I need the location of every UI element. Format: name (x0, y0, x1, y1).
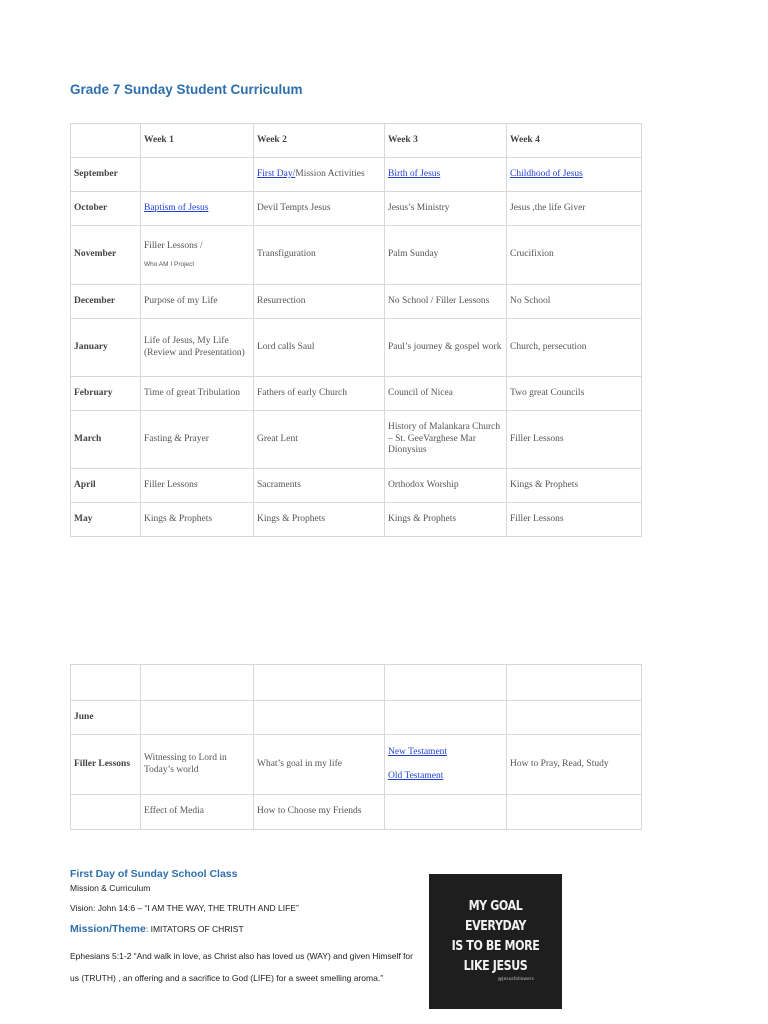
mission-text: IMITATORS OF CHRIST (150, 924, 244, 934)
lesson-cell: Two great Councils (507, 377, 642, 411)
lesson-cell: Crucifixion (507, 226, 642, 285)
table-row-june (71, 701, 642, 735)
lesson-cell: How to Pray, Read, Study (507, 735, 642, 795)
month-cell: December (71, 285, 141, 319)
birth-of-jesus-link[interactable]: Birth of Jesus (388, 168, 441, 179)
month-cell: October (71, 192, 141, 226)
empty-cell (385, 665, 507, 701)
table-row-empty (71, 665, 642, 701)
lesson-cell: Jesus ,the life Giver (507, 192, 642, 226)
table-row-january (71, 319, 642, 377)
lesson-cell: Time of great Tribulation (141, 377, 254, 411)
header-week-3: Week 3 (385, 124, 507, 158)
lesson-cell: Palm Sunday (385, 226, 507, 285)
first-day-section (70, 868, 430, 989)
poster-line: LIKE JESUS (463, 958, 528, 974)
month-cell: September (71, 158, 141, 192)
table-row-november (71, 226, 642, 285)
header-week-2: Week 2 (254, 124, 385, 158)
mission-line (70, 923, 430, 935)
empty-cell (385, 701, 507, 735)
lesson-cell: History of Malankara Church – St. GeeVarghese Mar Dionysius (385, 411, 507, 469)
month-cell: February (71, 377, 141, 411)
lesson-cell: Resurrection (254, 285, 385, 319)
lesson-cell: Church, persecution (507, 319, 642, 377)
lesson-cell: What’s goal in my life (254, 735, 385, 795)
lesson-cell: No School (507, 285, 642, 319)
table-row-october (71, 192, 642, 226)
month-cell: April (71, 469, 141, 503)
row-label-cell: Filler Lessons (71, 735, 141, 795)
empty-cell (507, 701, 642, 735)
lesson-cell: Paul’s journey & gospel work (385, 319, 507, 377)
lesson-cell: Orthodox Worship (385, 469, 507, 503)
mission-colon: : (145, 924, 149, 934)
section-subheading: Mission & Curriculum (70, 883, 151, 893)
ephesians-text: Ephesians 5:1-2 “And walk in love, as Christ also has loved us (WAY) and given Himself for us (TRUTH) , an offering and a sacrifice to God (LIFE) for a sweet smelling aroma.” (70, 951, 413, 983)
lesson-cell: Witnessing to Lord in Today’s world (141, 735, 254, 795)
month-cell: January (71, 319, 141, 377)
lesson-cell: Council of Nicea (385, 377, 507, 411)
poster-handle: @Jesusfollowers (497, 977, 534, 982)
lesson-subtext: Who AM I Project (144, 261, 195, 269)
curriculum-table (70, 123, 642, 537)
lesson-cell (507, 795, 642, 830)
lesson-cell (507, 158, 642, 192)
lesson-cell: Kings & Prophets (254, 503, 385, 537)
month-cell: June (71, 701, 141, 735)
lesson-text: Filler Lessons / (144, 240, 203, 251)
table-row-february (71, 377, 642, 411)
lesson-cell: Sacraments (254, 469, 385, 503)
empty-cell (254, 665, 385, 701)
lesson-cell (141, 192, 254, 226)
lesson-cell: No School / Filler Lessons (385, 285, 507, 319)
lesson-cell: Devil Tempts Jesus (254, 192, 385, 226)
poster-line: MY GOAL (468, 898, 523, 914)
summer-table (70, 664, 642, 830)
lesson-cell: Filler Lessons (507, 503, 642, 537)
my-goal-poster-image (429, 874, 562, 1009)
table-row-filler-lessons (71, 735, 642, 795)
empty-cell (141, 701, 254, 735)
lesson-cell: Kings & Prophets (507, 469, 642, 503)
lesson-cell (385, 795, 507, 830)
lesson-cell: Filler Lessons (507, 411, 642, 469)
lesson-cell: How to Choose my Friends (254, 795, 385, 830)
lesson-cell: Kings & Prophets (141, 503, 254, 537)
table-row-april (71, 469, 642, 503)
new-testament-link[interactable]: New Testament (388, 746, 448, 757)
baptism-of-jesus-link[interactable]: Baptism of Jesus (144, 202, 209, 213)
header-cell-empty (71, 124, 141, 158)
lesson-cell: Great Lent (254, 411, 385, 469)
lesson-cell (385, 735, 507, 795)
lesson-text: Mission Activities (295, 168, 365, 179)
empty-cell (254, 701, 385, 735)
lesson-cell: Lord calls Saul (254, 319, 385, 377)
vision-text: Vision: John 14:6 – “I AM THE WAY, THE TRUTH AND LIFE” (70, 903, 299, 913)
lesson-cell (254, 158, 385, 192)
first-day-link[interactable]: First Day/ (257, 168, 296, 179)
lesson-cell (385, 158, 507, 192)
lesson-cell (141, 226, 254, 285)
month-cell: March (71, 411, 141, 469)
month-cell: May (71, 503, 141, 537)
empty-cell (507, 665, 642, 701)
lesson-cell: Effect of Media (141, 795, 254, 830)
childhood-of-jesus-link[interactable]: Childhood of Jesus (510, 168, 583, 179)
lesson-cell: Fathers of early Church (254, 377, 385, 411)
table-row-december (71, 285, 642, 319)
lesson-cell: Fasting & Prayer (141, 411, 254, 469)
table-row-may (71, 503, 642, 537)
table-row-extra (71, 795, 642, 830)
lesson-cell: Purpose of my Life (141, 285, 254, 319)
page-title: Grade 7 Sunday Student Curriculum (70, 82, 303, 97)
header-week-4: Week 4 (507, 124, 642, 158)
old-testament-link[interactable]: Old Testament (388, 770, 444, 781)
mission-label: Mission/Theme (70, 923, 146, 935)
header-week-1: Week 1 (141, 124, 254, 158)
lesson-cell: Transfiguration (254, 226, 385, 285)
lesson-cell (141, 158, 254, 192)
lesson-cell: Filler Lessons (141, 469, 254, 503)
poster-line: IS TO BE MORE (451, 938, 540, 954)
poster-line: EVERYDAY (464, 918, 527, 934)
lesson-cell: Kings & Prophets (385, 503, 507, 537)
section-heading: First Day of Sunday School Class (70, 868, 238, 880)
table-row-march (71, 411, 642, 469)
lesson-cell: Jesus’s Ministry (385, 192, 507, 226)
lesson-cell: Life of Jesus, My Life (Review and Presentation) (141, 319, 254, 377)
table-header-row (71, 124, 642, 158)
month-cell: November (71, 226, 141, 285)
empty-cell (141, 665, 254, 701)
table-row-september (71, 158, 642, 192)
empty-cell (71, 665, 141, 701)
lesson-cell (71, 795, 141, 830)
